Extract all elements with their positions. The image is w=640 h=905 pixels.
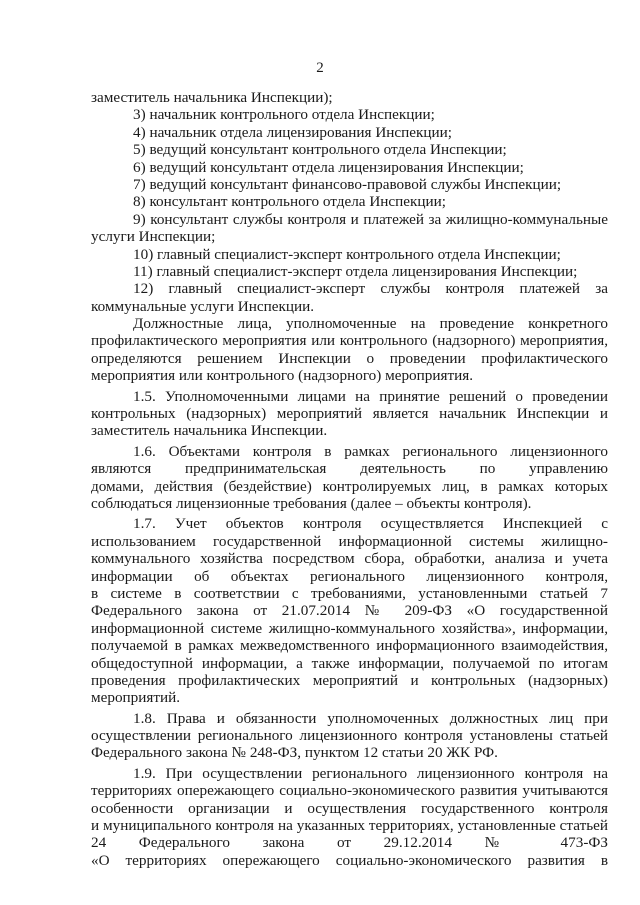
paragraph-line: заместитель начальника Инспекции. (91, 422, 328, 440)
paragraph-line: использованием государственной информационной системы жилищно- (91, 532, 608, 550)
list-item: 9) консультант службы контроля и платежей за жилищно-коммунальные (133, 210, 608, 228)
paragraph-line: общедоступной информации, а также информации, получаемой по итогам (91, 654, 608, 672)
paragraph-line: 24 Федерального закона от 29.12.2014 № 473-ФЗ (91, 834, 608, 852)
paragraph-line: мероприятий. (91, 689, 181, 707)
paragraph-line: коммунального хозяйства посредством сбора, обработки, анализа и учета (91, 550, 608, 568)
paragraph-line: мероприятия или контрольного (надзорного) мероприятия. (91, 367, 474, 385)
list-item: 4) начальник отдела лицензирования Инспекции; (133, 123, 453, 141)
list-item: 11) главный специалист-эксперт отдела лицензирования Инспекции; (133, 262, 578, 280)
paragraph-line: территориях опережающего социально-экономического развития учитываются (91, 782, 608, 800)
paragraph-line: 1.7. Учет объектов контроля осуществляется Инспекцией с (133, 515, 608, 533)
list-item: 10) главный специалист-эксперт контрольного отдела Инспекции; (133, 245, 561, 263)
paragraph-line: Должностные лица, уполномоченные на проведение конкретного (133, 315, 608, 333)
paragraph-line: контрольных (надзорных) мероприятий является начальник Инспекции и (91, 405, 608, 423)
list-item: 12) главный специалист-эксперт службы контроля платежей за (133, 280, 608, 298)
paragraph-line: соблюдаться лицензионные требования (далее – объекты контроля). (91, 494, 532, 512)
list-item: 3) начальник контрольного отдела Инспекции; (133, 106, 435, 124)
document-body (91, 89, 608, 869)
text-line: заместитель начальника Инспекции); (91, 89, 333, 106)
page-number: 2 (316, 60, 324, 76)
paragraph-line: определяются решением Инспекции о проведении профилактического (91, 349, 608, 367)
paragraph-line: особенности организации и осуществления государственного контроля (91, 799, 608, 817)
paragraph-line: Федерального закона № 248-ФЗ, пунктом 12 статьи 20 ЖК РФ. (91, 744, 498, 762)
list-item: 5) ведущий консультант контрольного отдела Инспекции; (133, 141, 507, 159)
paragraph-line: профилактического мероприятия или контрольного (надзорного) мероприятия, (91, 332, 608, 350)
text-line: коммунальные услуги Инспекции. (91, 297, 315, 315)
list-item: 6) ведущий консультант отдела лицензирования Инспекции; (133, 158, 524, 176)
paragraph-line: 1.8. Права и обязанности уполномоченных должностных лиц при (133, 709, 608, 727)
paragraph-line: являются предпринимательская деятельность по управлению (91, 460, 608, 478)
paragraph-line: информации об объектах регионального лицензионного контроля, (91, 567, 608, 585)
text-line: услуги Инспекции; (91, 228, 216, 246)
paragraph-line: информационной системе жилищно-коммунального хозяйства», информации, (91, 619, 608, 637)
paragraph-line: домами, действия (бездействие) контролируемых лиц, в рамках которых (91, 477, 608, 495)
paragraph-line: «О территориях опережающего социально-экономического развития в (91, 851, 608, 869)
paragraph-line: Федерального закона от 21.07.2014 № 209-ФЗ «О государственной (91, 602, 608, 620)
paragraph-line: получаемой в рамках межведомственного информационного взаимодействия, (91, 637, 608, 655)
paragraph-line: 1.9. При осуществлении регионального лицензионного контроля на (133, 764, 608, 782)
paragraph-line: проведения профилактических мероприятий и контрольных (надзорных) (91, 671, 608, 689)
paragraph-line: 1.6. Объектами контроля в рамках регионального лицензионного (133, 442, 608, 460)
list-item: 7) ведущий консультант финансово-правовой службы Инспекции; (133, 175, 562, 193)
paragraph-line: осуществлении регионального лицензионного контроля установлены статьей (91, 727, 608, 745)
paragraph-line: 1.5. Уполномоченными лицами на принятие решений о проведении (133, 387, 608, 405)
list-item: 8) консультант контрольного отдела Инспекции; (133, 193, 447, 211)
paragraph-line: в системе в соответствии с требованиями, установленными статьей 7 (91, 584, 608, 602)
paragraph-line: и муниципального контроля на указанных территориях, установленные статьей (91, 817, 608, 835)
